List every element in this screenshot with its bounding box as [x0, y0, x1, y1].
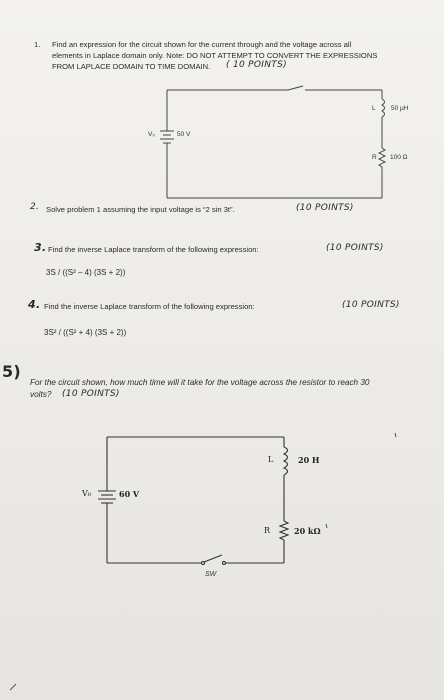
circuit-1-inductor-label: L: [372, 105, 376, 112]
circuit-1-inductor-value: 50 μH: [391, 105, 409, 112]
circuit-2-inductor-label: L: [268, 455, 274, 464]
problem-5-number: 5): [2, 362, 22, 381]
problem-3-number: 3.: [34, 241, 47, 254]
problem-4-number: 4.: [28, 298, 41, 311]
circuit-1-resistor-value: 100 Ω: [390, 154, 408, 161]
problem-3-expression: 3S / ((S² – 4) (3S + 2)): [46, 268, 126, 277]
circuit-2-switch-label: SW: [205, 571, 217, 578]
problem-5-line-2: volts?: [30, 390, 52, 399]
problem-4-expression: 3S² / ((S² + 4) (3S + 2)): [44, 328, 127, 337]
problem-1-points: ( 10 POINTS): [226, 60, 287, 70]
problem-4-text: Find the inverse Laplace transform of the following expression:: [44, 302, 255, 311]
circuit-1-resistor-label: R: [372, 154, 377, 161]
problem-2-number: 2.: [30, 202, 40, 212]
circuit-2-resistor-label: R: [264, 526, 271, 535]
circuit-1-source-label: V₀: [148, 131, 156, 138]
problem-1-number: 1.: [34, 40, 41, 49]
problem-1-line-3: FROM LAPLACE DOMAIN TO TIME DOMAIN.: [52, 62, 211, 71]
circuit-1-source-value: 50 V: [177, 131, 191, 138]
circuit-2-source-label: V₀: [82, 489, 91, 498]
problem-4-points: (10 POINTS): [342, 300, 400, 310]
circuit-2-inductor-value: 20 H: [298, 455, 320, 465]
problem-3-text: Find the inverse Laplace transform of the following expression:: [48, 245, 259, 254]
problem-1-line-2: elements in Laplace domain only. Note: DO NOT ATTEMPT TO CONVERT THE EXPRESSIONS: [52, 51, 378, 60]
problem-2-points: (10 POINTS): [296, 203, 354, 213]
circuit-2-source-value: 60 V: [119, 489, 140, 499]
problem-2-text: Solve problem 1 assuming the input voltage is “2 sin 3t”.: [46, 205, 235, 214]
problem-5-points: (10 POINTS): [62, 389, 120, 399]
problem-3-points: (10 POINTS): [326, 243, 384, 253]
problem-5-line-1: For the circuit shown, how much time will it take for the voltage across the resistor to reach 30: [30, 378, 370, 387]
problem-1-line-1: Find an expression for the circuit shown for the current through and the voltage across all: [52, 40, 352, 49]
circuit-2-resistor-value: 20 kΩ: [294, 526, 321, 536]
